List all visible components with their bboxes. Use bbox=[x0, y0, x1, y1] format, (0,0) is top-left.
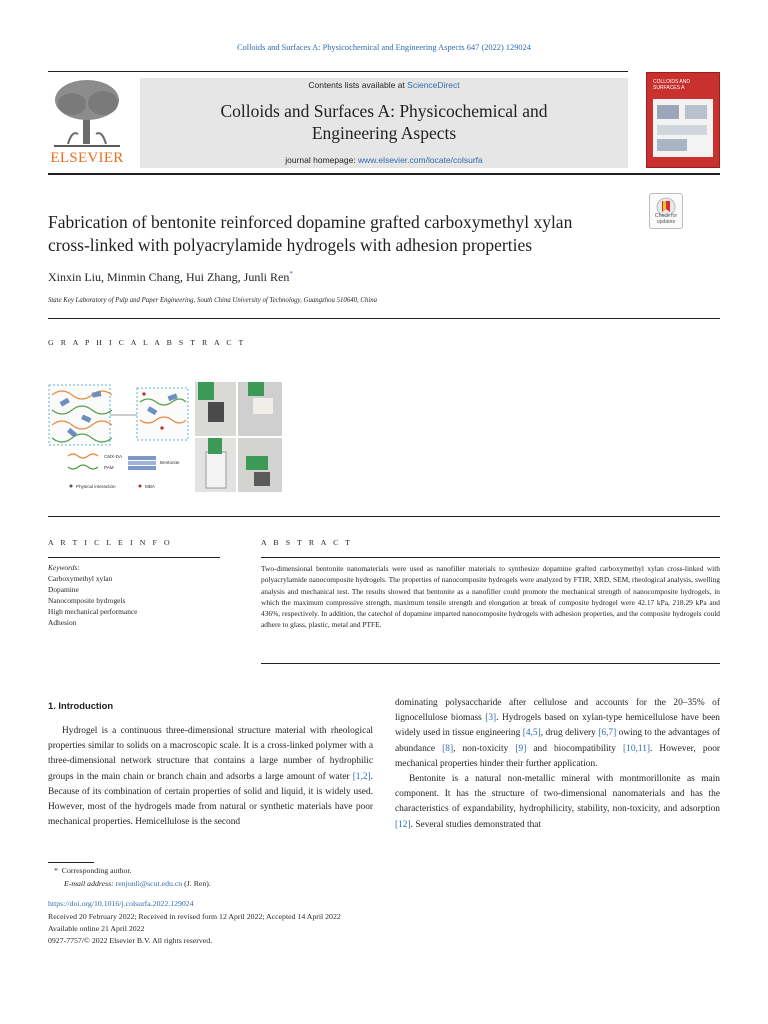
email-suffix: (J. Ren). bbox=[182, 879, 211, 888]
legend-physical: Physical interaction bbox=[76, 484, 116, 489]
journal-cover-thumbnail[interactable] bbox=[646, 72, 720, 168]
abstract-heading: A B S T R A C T bbox=[261, 538, 353, 547]
legend-mba: MBA bbox=[145, 484, 155, 489]
text-run: . However, poor mechanical properties hinder their further application. bbox=[395, 743, 721, 769]
intro-right-column bbox=[395, 696, 720, 833]
header-rule-top bbox=[48, 71, 628, 72]
corresponding-author-note bbox=[54, 865, 132, 876]
contents-line bbox=[140, 80, 628, 90]
text-run: Bentonite is a natural non-metallic mineral with montmorillonite as main component. It has the structure of two-dimensional nanomaterials and has the characteristics of expandability, hydrophilicity, stability, non-toxicity, and adsorption bbox=[395, 774, 720, 815]
text-run: Hydrogel is a continuous three-dimensional structure material with rheological properties similar to solids on a macroscopic scale. It is a cross-linked polymer with a three-dimensional network structure that contains a large number of hydrophilic groups in the main chain or branch chain and adsorbs a large amount of water bbox=[48, 726, 373, 782]
citation-link[interactable]: [9] bbox=[515, 743, 527, 754]
text-run: . Because of its combination of certain properties of solid and liquid, it is widely used. However, most of the hydrogels made from natural or synthetic materials have poor mechanical properties. Hemicellulose is the second bbox=[48, 771, 373, 828]
keywords-label: Keywords: bbox=[48, 563, 80, 572]
doi-link[interactable]: https://doi.org/10.1016/j.colsurfa.2022.129024 bbox=[48, 899, 194, 908]
keyword-item: Carboxymethyl xylan bbox=[48, 574, 113, 583]
legend-pam: PAM bbox=[104, 465, 114, 470]
text-run: , drug delivery bbox=[540, 728, 599, 739]
citation-link[interactable]: [12] bbox=[395, 819, 411, 830]
abstract-text: Two-dimensional bentonite nanomaterials were used as nanofiller materials to synthesize dopamine grafted carboxymethyl xylan cross-linked with polyacrylamide nanocomposite hydrogels. The properties of nanocomposite hydrogels were analyzed by FTIR, XRD, SEM, rheological analysis, swelling analysis and mechanical test. The results showed that bentonite as a nanofiller could promote the mechanical strength of nanocomposite hydrogels, in which the maximum compressive strength, maximum tensile strength and elongation at break of composite hydrogel were 42.17 kPa, 218.29 kPa and 436%, respectively. In addition, the catechol of dopamine imparted nanocomposite hydrogels with adhesion properties, and the composite hydrogels could adhere to glass, plastic, metal and PTFE. bbox=[261, 564, 720, 630]
journal-title bbox=[140, 100, 628, 144]
citation-link[interactable]: [4,5] bbox=[522, 728, 541, 739]
cover-artwork bbox=[653, 99, 713, 157]
article-title-line2: cross-linked with polyacrylamide hydrogels with adhesion properties bbox=[48, 235, 533, 255]
graphical-abstract-heading: G R A P H I C A L A B S T R A C T bbox=[48, 338, 246, 347]
publisher-name: ELSEVIER bbox=[50, 150, 124, 166]
copyright: 0927-7757/© 2022 Elsevier B.V. All rights reserved. bbox=[48, 936, 213, 945]
author-name[interactable]: Junli Ren bbox=[243, 270, 290, 284]
abstract-rule-top bbox=[261, 557, 720, 558]
contents-prefix: Contents lists available at bbox=[308, 80, 408, 90]
citation-link[interactable]: [1,2] bbox=[352, 771, 371, 782]
footnote-rule bbox=[48, 862, 94, 863]
text-run: dominating polysaccharide after cellulose and accounts for the 20–35% of lignocellulose biomass bbox=[395, 698, 720, 724]
citation-link[interactable]: [6,7] bbox=[598, 728, 617, 739]
text-run: and biocompatibility bbox=[526, 743, 624, 754]
intro-heading: 1. Introduction bbox=[48, 700, 114, 711]
legend-bentonite: Bentonite bbox=[160, 460, 180, 465]
intro-paragraph bbox=[395, 696, 720, 772]
journal-homepage bbox=[140, 155, 628, 165]
journal-citation[interactable]: Colloids and Surfaces A: Physicochemical and Engineering Aspects 647 (2022) 129024 bbox=[236, 43, 531, 52]
sciencedirect-link[interactable]: ScienceDirect bbox=[407, 80, 460, 90]
text-run: , non-toxicity bbox=[453, 743, 516, 754]
text-run: . Several studies demonstrated that bbox=[410, 819, 542, 830]
author-name[interactable]: Xinxin Liu bbox=[48, 270, 101, 284]
keyword-item: Dopamine bbox=[48, 585, 79, 594]
citation-link[interactable]: [8] bbox=[442, 743, 454, 754]
intro-left-column bbox=[48, 724, 373, 830]
article-title-line1: Fabrication of bentonite reinforced dopamine grafted carboxymethyl xylan bbox=[48, 212, 573, 232]
homepage-link[interactable]: www.elsevier.com/locate/colsurfa bbox=[358, 155, 483, 165]
keyword-item: Nanocomposite hydrogels bbox=[48, 596, 126, 605]
keyword-item: Adhesion bbox=[48, 618, 77, 627]
legend-cmxda: CMX-DA bbox=[104, 454, 123, 459]
intro-paragraph bbox=[395, 772, 720, 833]
corresponding-text: Corresponding author. bbox=[61, 866, 132, 875]
text-run: owing to the advantages of abundance bbox=[395, 728, 720, 754]
graphical-abstract-figure bbox=[48, 380, 282, 494]
affiliation-rule bbox=[48, 318, 720, 319]
footnote-star: * bbox=[54, 866, 62, 875]
check-for-updates-badge[interactable] bbox=[649, 193, 683, 229]
email-note bbox=[64, 878, 211, 889]
available-online: Available online 21 April 2022 bbox=[48, 924, 145, 933]
article-info-heading: A R T I C L E I N F O bbox=[48, 538, 173, 547]
text-run: . Hydrogels based on xylan-type hemicellulose have been widely used in tissue engineering bbox=[395, 713, 720, 739]
ga-rule bbox=[48, 516, 720, 517]
citation-link[interactable]: [3] bbox=[485, 713, 497, 724]
affiliation: State Key Laboratory of Pulp and Paper Engineering, South China University of Technology, Guangzhou 510640, China bbox=[48, 297, 378, 304]
intro-paragraph bbox=[48, 724, 373, 830]
homepage-prefix: journal homepage: bbox=[285, 155, 359, 165]
author-list: Xinxin Liu, Minmin Chang, Hui Zhang, Junli Ren* bbox=[48, 270, 293, 284]
header-rule-bottom bbox=[48, 173, 720, 175]
keyword-item: High mechanical performance bbox=[48, 607, 138, 616]
received-dates: Received 20 February 2022; Received in revised form 12 April 2022; Accepted 14 April 2022 bbox=[48, 912, 341, 921]
check-updates-label: Check for updates bbox=[654, 213, 678, 225]
cover-title: COLLOIDS AND SURFACES A bbox=[653, 79, 690, 91]
article-title bbox=[48, 211, 638, 257]
email-label: E-mail address: bbox=[64, 879, 114, 888]
author-name[interactable]: Hui Zhang bbox=[186, 270, 238, 284]
article-info-rule bbox=[48, 557, 220, 558]
citation-link[interactable]: [10,11] bbox=[623, 743, 651, 754]
journal-title-line1: Colloids and Surfaces A: Physicochemical and bbox=[220, 101, 548, 121]
abstract-rule-bottom bbox=[261, 663, 720, 664]
journal-title-line2: Engineering Aspects bbox=[311, 123, 457, 143]
email-link[interactable]: renjunli@scut.edu.cn bbox=[115, 879, 183, 888]
author-name[interactable]: Minmin Chang bbox=[107, 270, 181, 284]
corresponding-mark[interactable]: * bbox=[289, 270, 293, 278]
